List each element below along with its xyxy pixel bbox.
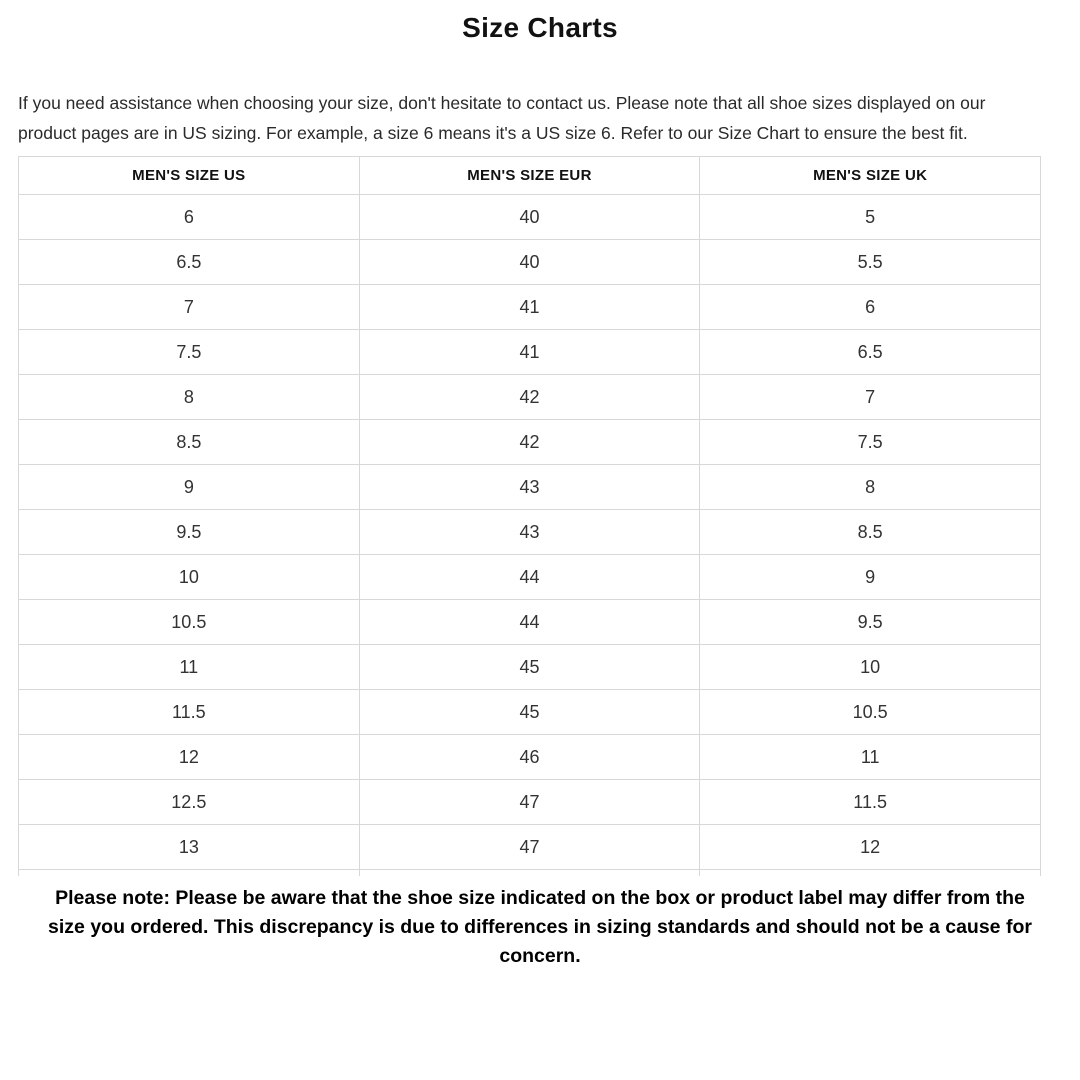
size-cell: 47	[359, 780, 700, 825]
size-cell: 6	[700, 285, 1041, 330]
size-cell	[359, 870, 700, 877]
size-cell: 47	[359, 825, 700, 870]
size-cell: 7.5	[19, 330, 360, 375]
size-cell: 9.5	[19, 510, 360, 555]
size-table	[18, 156, 1041, 876]
table-row	[19, 825, 1041, 870]
size-cell: 12	[700, 825, 1041, 870]
table-row	[19, 735, 1041, 780]
size-cell: 10	[19, 555, 360, 600]
size-cell: 5.5	[700, 240, 1041, 285]
size-cell: 6	[19, 195, 360, 240]
size-cell: 11	[700, 735, 1041, 780]
size-cell: 11.5	[19, 690, 360, 735]
size-cell: 11.5	[700, 780, 1041, 825]
size-cell: 7.5	[700, 420, 1041, 465]
size-cell: 9	[700, 555, 1041, 600]
header-cell-us: MEN'S SIZE US	[19, 157, 360, 195]
header-row	[19, 157, 1041, 195]
size-cell	[19, 870, 360, 877]
size-table-container	[18, 156, 1041, 876]
size-cell: 10	[700, 645, 1041, 690]
size-charts-page	[0, 12, 1080, 1080]
size-cell: 46	[359, 735, 700, 780]
size-cell	[700, 870, 1041, 877]
size-cell: 44	[359, 600, 700, 645]
size-cell: 45	[359, 690, 700, 735]
size-cell: 8	[19, 375, 360, 420]
size-cell: 40	[359, 240, 700, 285]
size-cell: 6.5	[700, 330, 1041, 375]
size-cell: 42	[359, 375, 700, 420]
table-row	[19, 780, 1041, 825]
size-cell: 8.5	[19, 420, 360, 465]
size-cell: 5	[700, 195, 1041, 240]
intro-paragraph: If you need assistance when choosing your size, don't hesitate to contact us. Please note that all shoe sizes displayed on our product pages are in US sizing. For example, a size 6 means it's a US size 6. Refer to our Size Chart to ensure the best fit.	[18, 93, 986, 143]
size-cell: 7	[19, 285, 360, 330]
size-cell: 9.5	[700, 600, 1041, 645]
size-cell: 9	[19, 465, 360, 510]
table-row	[19, 330, 1041, 375]
size-cell: 45	[359, 645, 700, 690]
size-cell: 43	[359, 465, 700, 510]
table-row	[19, 510, 1041, 555]
table-row	[19, 240, 1041, 285]
size-cell: 11	[19, 645, 360, 690]
size-cell: 44	[359, 555, 700, 600]
table-row	[19, 600, 1041, 645]
size-table-head	[19, 157, 1041, 195]
size-cell: 40	[359, 195, 700, 240]
table-row	[19, 195, 1041, 240]
size-cell: 12	[19, 735, 360, 780]
table-row	[19, 285, 1041, 330]
table-row-partial	[19, 870, 1041, 877]
table-row	[19, 375, 1041, 420]
header-cell-uk: MEN'S SIZE UK	[700, 157, 1041, 195]
size-table-body	[19, 195, 1041, 877]
table-row	[19, 690, 1041, 735]
disclaimer-note: Please note: Please be aware that the shoe size indicated on the box or product label may differ from the size you ordered. This discrepancy is due to differences in sizing standards and should not be a cause for concern.	[48, 887, 1032, 967]
size-cell: 10.5	[700, 690, 1041, 735]
size-cell: 6.5	[19, 240, 360, 285]
table-row	[19, 420, 1041, 465]
size-cell: 41	[359, 330, 700, 375]
size-cell: 41	[359, 285, 700, 330]
size-cell: 12.5	[19, 780, 360, 825]
size-cell: 13	[19, 825, 360, 870]
table-row	[19, 465, 1041, 510]
size-cell: 10.5	[19, 600, 360, 645]
table-row	[19, 555, 1041, 600]
table-row	[19, 645, 1041, 690]
size-cell: 42	[359, 420, 700, 465]
size-cell: 43	[359, 510, 700, 555]
page-title: Size Charts	[462, 12, 618, 43]
size-cell: 8	[700, 465, 1041, 510]
header-cell-eur: MEN'S SIZE EUR	[359, 157, 700, 195]
size-cell: 8.5	[700, 510, 1041, 555]
size-cell: 7	[700, 375, 1041, 420]
